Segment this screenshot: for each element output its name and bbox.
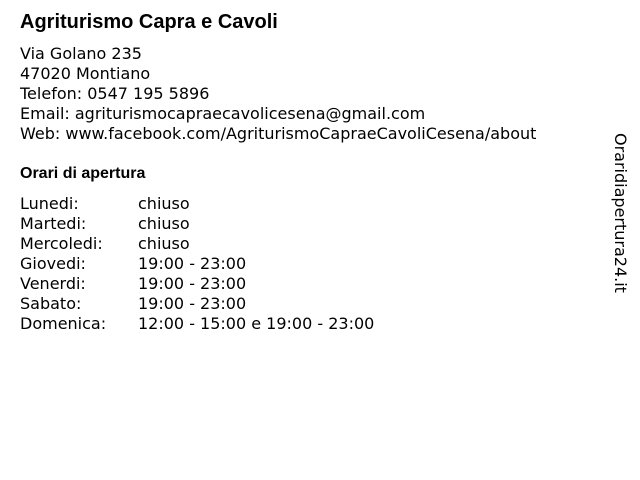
hours-row-monday: [20, 194, 374, 214]
day-label: Lunedi:: [20, 194, 79, 213]
business-name: Agriturismo Capra e Cavoli: [20, 11, 278, 33]
hours-row-friday: [20, 274, 374, 294]
day-hours: 19:00 - 23:00: [138, 254, 247, 273]
address-city: 47020 Montiano: [20, 64, 151, 83]
day-label: Domenica:: [20, 314, 107, 333]
day-label: Sabato:: [20, 294, 82, 313]
day-label: Venerdi:: [20, 274, 86, 293]
day-hours: 19:00 - 23:00: [138, 274, 247, 293]
day-label: Giovedi:: [20, 254, 86, 273]
hours-row-tuesday: [20, 214, 374, 234]
address-block: [20, 44, 536, 144]
phone-number: Telefon: 0547 195 5896: [20, 84, 210, 103]
day-hours: chiuso: [138, 234, 190, 253]
hours-row-sunday: [20, 314, 374, 334]
day-label: Martedi:: [20, 214, 87, 233]
hours-row-wednesday: [20, 234, 374, 254]
address-street: Via Golano 235: [20, 44, 142, 63]
hours-row-thursday: [20, 254, 374, 274]
day-hours: chiuso: [138, 214, 190, 233]
site-brand-vertical: Oraridiapertura24.it: [611, 133, 630, 293]
website-link: Web: www.facebook.com/AgriturismoCapraeCavoliCesena/about: [20, 124, 537, 143]
email-address: Email: agriturismocapraecavolicesena@gmail.com: [20, 104, 426, 123]
day-hours: chiuso: [138, 194, 190, 213]
hours-row-saturday: [20, 294, 374, 314]
day-hours: 12:00 - 15:00 e 19:00 - 23:00: [138, 314, 375, 333]
day-label: Mercoledi:: [20, 234, 103, 253]
day-hours: 19:00 - 23:00: [138, 294, 247, 313]
opening-hours-heading: Orari di apertura: [20, 165, 146, 182]
opening-hours-table: [20, 194, 374, 334]
